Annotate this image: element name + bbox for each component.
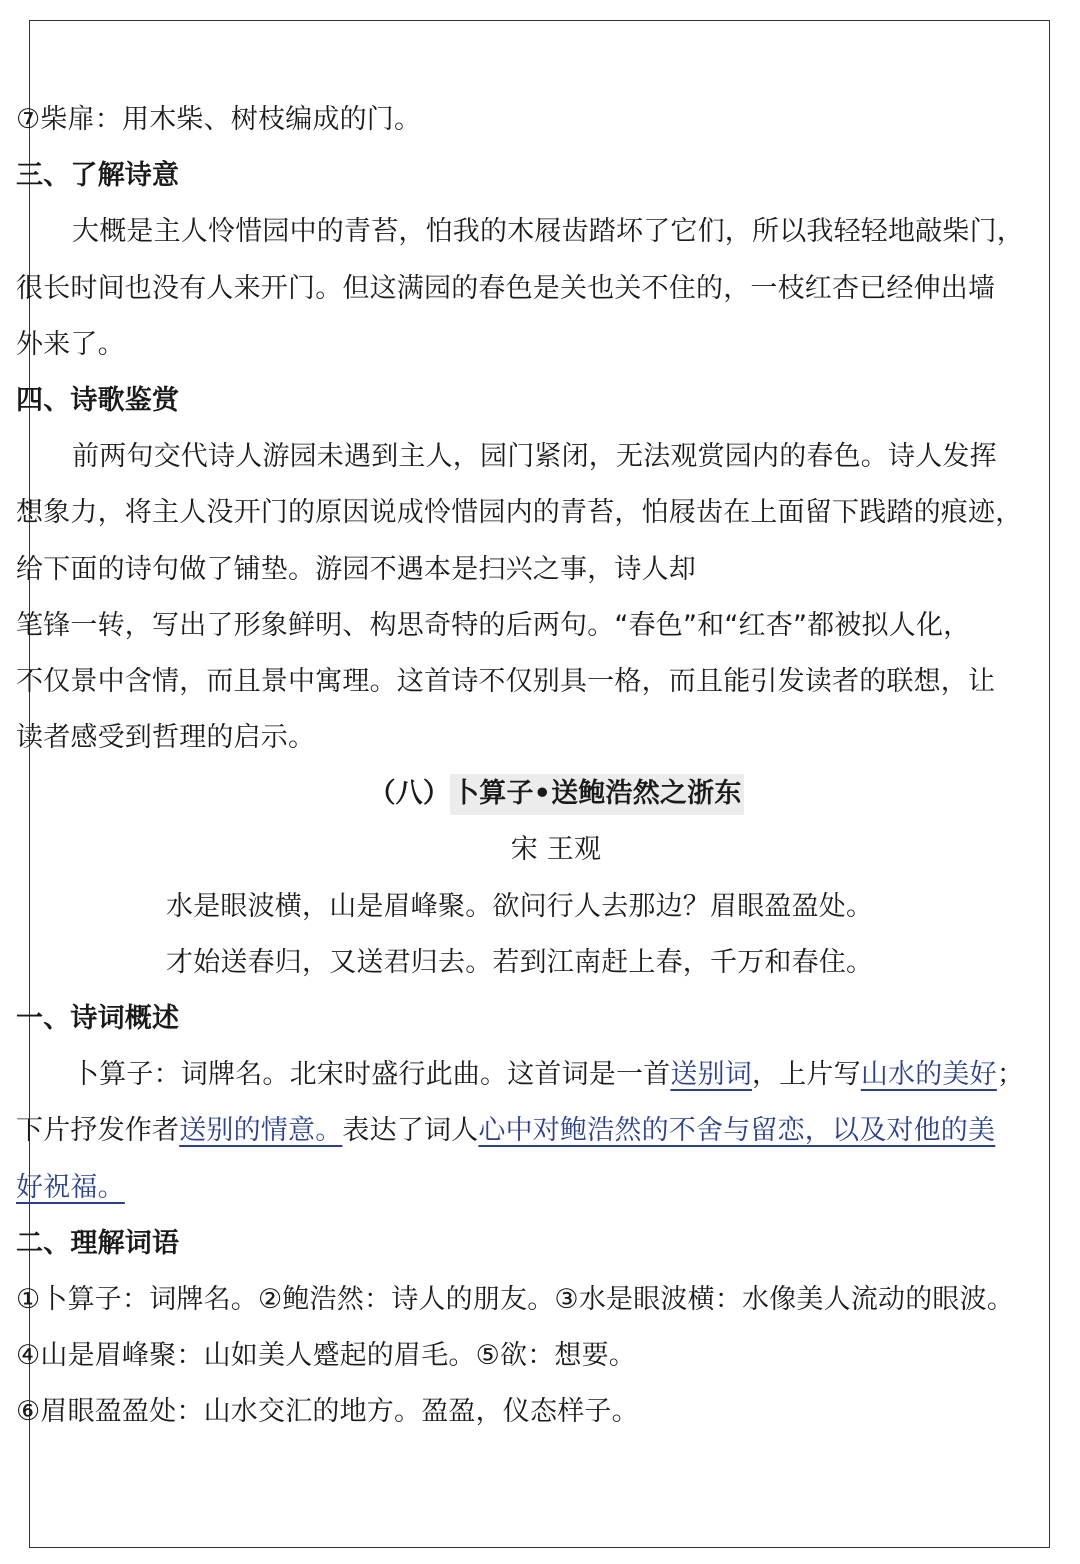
poem-verse: 才始送春归，又送君归去。若到江南赶上春，千万和春住。 [166,946,874,978]
poem-verse: 水是眼波横，山是眉峰聚。欲问行人去那边？眉眼盈盈处。 [166,890,874,922]
vocabulary-line: ⑥眉眼盈盈处：山水交汇的地方。盈盈，仪态样子。 [16,1396,639,1428]
section-heading-overview: 一、诗词概述 [16,1003,180,1034]
poem-title [16,766,1066,822]
text-run: 表达了词人 [342,1115,479,1147]
poem-title-number: （八） [368,778,451,810]
paragraph-line: 不仅景中含情，而且景中寓理。这首诗不仅别具一格，而且能引发读者的联想，让 [16,665,996,697]
paragraph-line [16,1047,1066,1103]
paragraph-line: 外来了。 [16,328,125,360]
underlined-phrase: 好祝福。 [16,1171,125,1203]
poem-title-name: 卜算子•送鲍浩然之浙东 [450,774,743,815]
poem-author: 宋 王观 [510,834,602,866]
paragraph-line: 读者感受到哲理的启示。 [16,722,316,754]
underlined-phrase: 送别词 [670,1059,753,1091]
paragraph-line: 给下面的诗句做了铺垫。游园不遇本是扫兴之事，诗人却 [16,553,696,585]
paragraph-line: 前两句交代诗人游园未遇到主人，园门紧闭，无法观赏园内的春色。诗人发挥 [72,441,997,473]
section-heading-understand-meaning: 三、了解诗意 [16,160,180,192]
paragraph-line: 大概是主人怜惜园中的青苔，怕我的木屐齿踏坏了它们，所以我轻轻地敲柴门， [72,216,1024,248]
paragraph-line: 想象力，将主人没开门的原因说成怜惜园内的青苔，怕屐齿在上面留下践踏的痕迹， [16,497,1023,529]
paragraph-line: 很长时间也没有人来开门。但这满园的春色是关也关不住的，一枝红杏已经伸出墙 [16,272,996,304]
note-7: ⑦柴扉：用木柴、树枝编成的门。 [16,104,422,135]
text-run: 卜算子：词牌名。北宋时盛行此曲。这首词是一首 [72,1059,671,1091]
text-run: ； [996,1059,1025,1091]
underlined-phrase: 山水的美好 [860,1059,997,1091]
document-body [16,92,1066,1441]
section-heading-vocabulary: 二、理解词语 [16,1227,180,1259]
paragraph-line [16,1103,1066,1159]
underlined-phrase: 送别的情意。 [179,1115,343,1147]
paragraph-line: 笔锋一转，写出了形象鲜明、构思奇特的后两句。“春色”和“红杏”都被拟人化， [16,609,971,641]
underlined-phrase: 心中对鲍浩然的不舍与留恋，以及对他的美 [478,1115,996,1147]
vocabulary-line: ①卜算子：词牌名。②鲍浩然：诗人的朋友。③水是眼波横：水像美人流动的眼波。 [16,1283,1015,1315]
vocabulary-line: ④山是眉峰聚：山如美人蹙起的眉毛。⑤欲：想要。 [16,1340,637,1372]
text-run: 下片抒发作者 [16,1115,180,1147]
section-heading-appreciation: 四、诗歌鉴赏 [16,384,180,416]
text-run: ，上片写 [752,1059,861,1091]
paragraph-line [16,1160,1066,1216]
